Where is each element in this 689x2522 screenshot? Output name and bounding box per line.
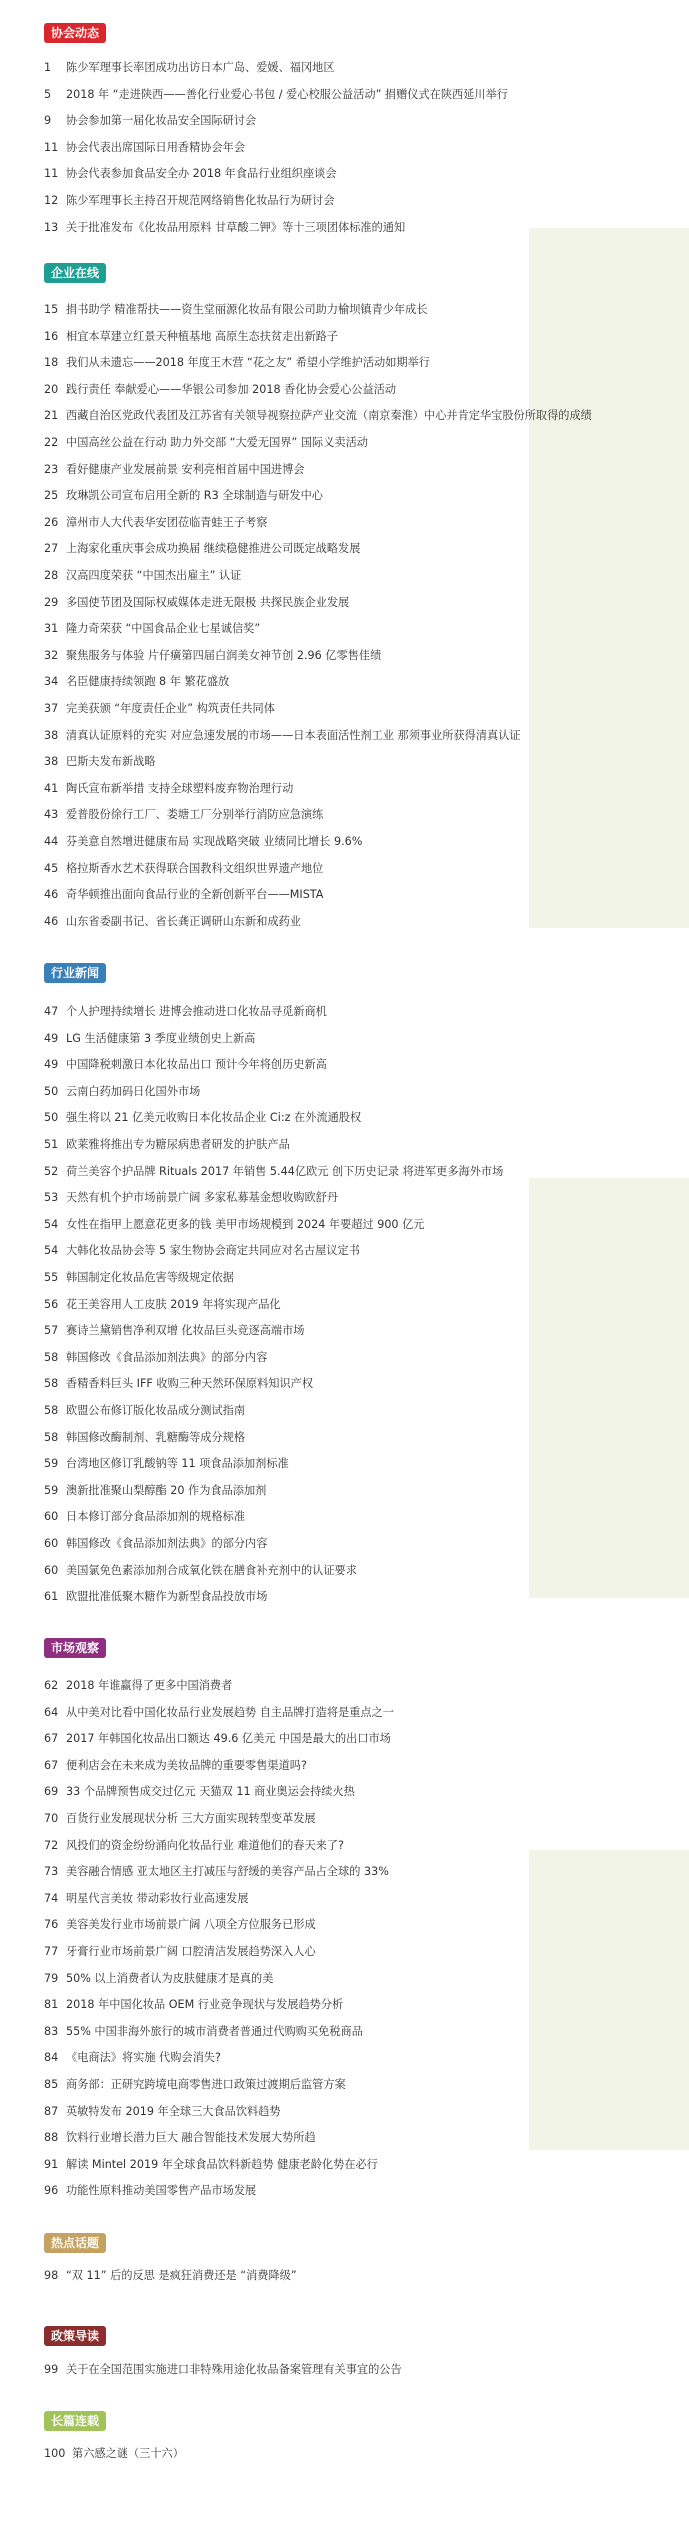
page-number: 50 bbox=[44, 1111, 59, 1125]
toc-entry[interactable] bbox=[44, 1215, 665, 1234]
entry-title: 欧盟批准低聚木糖作为新型食品投放市场 bbox=[66, 1590, 268, 1604]
page-number: 60 bbox=[44, 1563, 59, 1577]
toc-entry[interactable] bbox=[44, 406, 665, 425]
entry-title: 台湾地区修订乳酸钠等 11 项食品添加剂标准 bbox=[66, 1457, 289, 1471]
toc-entry[interactable] bbox=[44, 1268, 665, 1287]
page-number: 67 bbox=[44, 1732, 59, 1746]
toc-entry[interactable] bbox=[44, 1241, 665, 1260]
page-number: 37 bbox=[44, 702, 59, 715]
page-number: 25 bbox=[44, 489, 59, 503]
page-number: 88 bbox=[44, 2131, 59, 2145]
entry-title: 饮料行业增长潜力巨大 融合智能技术发展大势所趋 bbox=[66, 2131, 316, 2145]
entry-title: 解读 Mintel 2019 年全球食品饮料新趋势 健康老龄化势在必行 bbox=[66, 2157, 378, 2171]
toc-entry[interactable] bbox=[44, 1809, 665, 1828]
entry-title: 陶氏宣布新举措 支持全球塑料废弃物治理行动 bbox=[66, 781, 294, 795]
entry-title: 荷兰美容个护品牌 Rituals 2017 年销售 5.44亿欧元 创下历史记录 将进军更多海外市场 bbox=[66, 1164, 504, 1178]
toc-entry[interactable] bbox=[44, 1782, 665, 1801]
entry-title: 格拉斯香水艺术获得联合国教科文组织世界遗产地位 bbox=[66, 861, 324, 875]
toc-entry[interactable] bbox=[44, 752, 665, 771]
entry-title: 奇华顿推出面向食品行业的全新创新平台——MISTA bbox=[66, 888, 324, 902]
page-number: 28 bbox=[44, 569, 59, 582]
entry-title: 澳新批准聚山梨醇酯 20 作为食品添加剂 bbox=[66, 1483, 267, 1497]
toc-entry[interactable] bbox=[44, 2360, 665, 2379]
page-number: 60 bbox=[44, 1537, 59, 1550]
page-number: 1 bbox=[44, 61, 52, 74]
section-label: 政策导读 bbox=[44, 2326, 106, 2346]
toc-section bbox=[44, 2325, 665, 2387]
page-number: 9 bbox=[44, 114, 52, 128]
page-number: 84 bbox=[44, 2051, 59, 2065]
page-number: 85 bbox=[44, 2078, 59, 2091]
toc-entry[interactable] bbox=[44, 1995, 665, 2014]
entry-title: 美容美发行业市场前景广阔 八项全方位服务已形成 bbox=[66, 1918, 316, 1932]
toc-entry[interactable] bbox=[44, 1055, 665, 1074]
toc-entry[interactable] bbox=[44, 1428, 665, 1447]
entry-title: 中国高丝公益在行动 助力外交部 “大爱无国界” 国际义卖活动 bbox=[66, 436, 368, 449]
section-label: 协会动态 bbox=[44, 23, 106, 43]
entry-title: 明星代言美妆 带动彩妆行业高速发展 bbox=[66, 1891, 249, 1905]
toc-entry[interactable] bbox=[44, 1729, 665, 1748]
page-number: 38 bbox=[44, 755, 59, 769]
page-number: 91 bbox=[44, 2157, 59, 2171]
page-number: 58 bbox=[44, 1430, 59, 1444]
entry-title: 上海家化重庆事会成功换届 继续稳健推进公司既定战略发展 bbox=[66, 542, 361, 556]
toc-entry[interactable] bbox=[44, 191, 665, 210]
toc-entry[interactable] bbox=[44, 1135, 665, 1154]
page-number: 13 bbox=[44, 220, 59, 234]
entry-title: 协会参加第一届化妆品安全国际研讨会 bbox=[66, 114, 257, 128]
page-number: 62 bbox=[44, 1679, 59, 1692]
entry-title: 看好健康产业发展前景 安利亮相首届中国进博会 bbox=[66, 462, 305, 476]
toc-entry[interactable] bbox=[44, 1969, 665, 1988]
entry-title: 功能性原料推动美国零售产品市场发展 bbox=[66, 2184, 257, 2198]
toc-entry[interactable] bbox=[44, 2181, 665, 2200]
page-number: 55 bbox=[44, 1271, 59, 1284]
toc-section bbox=[44, 962, 665, 1614]
page-number: 54 bbox=[44, 1244, 59, 1258]
page-number: 49 bbox=[44, 1031, 59, 1045]
toc-entry[interactable] bbox=[44, 2266, 665, 2285]
entry-title: 牙膏行业市场前景广阔 口腔清洁发展趋势深入人心 bbox=[66, 1945, 316, 1958]
entry-title: 欧盟公布修订版化妆品成分测试指南 bbox=[66, 1404, 246, 1417]
page-number: 45 bbox=[44, 861, 59, 875]
toc-entry[interactable] bbox=[44, 138, 665, 157]
page-number: 61 bbox=[44, 1590, 59, 1604]
entry-title: 韩国修改《食品添加剂法典》的部分内容 bbox=[66, 1537, 268, 1550]
toc-entry[interactable] bbox=[44, 1348, 665, 1367]
page-number: 70 bbox=[44, 1812, 59, 1825]
toc-entry[interactable] bbox=[44, 1942, 665, 1961]
page-number: 64 bbox=[44, 1705, 59, 1719]
entry-title: 33 个品牌预售成交过亿元 天猫双 11 商业奥运会持续火热 bbox=[66, 1785, 355, 1799]
page-number: 74 bbox=[44, 1891, 59, 1905]
page-number: 21 bbox=[44, 409, 59, 423]
entry-title: 2018 年谁赢得了更多中国消费者 bbox=[66, 1679, 233, 1692]
page-number: 31 bbox=[44, 622, 59, 636]
toc-entry[interactable] bbox=[44, 300, 665, 319]
page-number: 11 bbox=[44, 167, 59, 181]
toc-entry[interactable] bbox=[44, 912, 665, 931]
toc-section bbox=[44, 2410, 665, 2471]
page-number: 53 bbox=[44, 1191, 59, 1205]
toc-entry[interactable] bbox=[44, 85, 665, 104]
toc-entry[interactable] bbox=[44, 1587, 665, 1606]
entry-title: 韩国制定化妆品危害等级规定依据 bbox=[66, 1271, 234, 1284]
toc-entry[interactable] bbox=[44, 1162, 665, 1181]
page-number: 69 bbox=[44, 1785, 59, 1799]
toc-entry[interactable] bbox=[44, 2102, 665, 2121]
toc-entry[interactable] bbox=[44, 1836, 665, 1855]
entry-title: 从中美对比看中国化妆品行业发展趋势 自主品牌打造将是重点之一 bbox=[66, 1705, 394, 1719]
page-number: 23 bbox=[44, 462, 59, 476]
entry-title: 多国使节团及国际权威媒体走进无限极 共探民族企业发展 bbox=[66, 595, 350, 609]
toc-entry[interactable] bbox=[44, 58, 665, 77]
page-number: 34 bbox=[44, 675, 59, 689]
entry-title: 《电商法》将实施 代购会消失? bbox=[66, 2051, 221, 2065]
toc-entry[interactable] bbox=[44, 513, 665, 532]
toc-entry[interactable] bbox=[44, 1401, 665, 1420]
toc-entry[interactable] bbox=[44, 1756, 665, 1775]
toc-section bbox=[44, 2232, 665, 2293]
entry-title: 巴斯夫发布新战略 bbox=[66, 755, 156, 769]
entry-title: 山东省委副书记、省长龚正调研山东新和成药业 bbox=[66, 914, 301, 928]
page-number: 50 bbox=[44, 1084, 59, 1098]
toc-entry[interactable] bbox=[44, 1002, 665, 1021]
toc-entry[interactable] bbox=[44, 566, 665, 585]
page-number: 44 bbox=[44, 835, 59, 848]
entry-title: 2018 年中国化妆品 OEM 行业竞争现状与发展趋势分析 bbox=[66, 1998, 344, 2012]
section-label: 长篇连载 bbox=[44, 2411, 106, 2431]
entry-title: 中国降税刺激日本化妆品出口 预计今年将创历史新高 bbox=[66, 1058, 327, 1072]
entry-title: 陈少军理事长主持召开规范网络销售化妆品行为研讨会 bbox=[66, 194, 335, 207]
page-number: 27 bbox=[44, 542, 59, 556]
page-number: 12 bbox=[44, 194, 59, 207]
entry-title: 商务部：正研究跨境电商零售进口政策过渡期后监管方案 bbox=[66, 2078, 346, 2091]
entry-title: 玫琳凯公司宣布启用全新的 R3 全球制造与研发中心 bbox=[66, 489, 323, 503]
entry-title: LG 生活健康第 3 季度业绩创史上新高 bbox=[66, 1031, 256, 1045]
entry-title: 花王美容用人工皮肤 2019 年将实现产品化 bbox=[66, 1297, 281, 1311]
entry-title: 日本修订部分食品添加剂的规格标准 bbox=[66, 1510, 246, 1524]
toc-entry[interactable] bbox=[44, 1561, 665, 1580]
entry-title: 漳州市人大代表华安团莅临青蛙王子考察 bbox=[66, 515, 268, 529]
page-number: 11 bbox=[44, 140, 59, 154]
entry-title: 欧莱雅将推出专为糖尿病患者研发的护肤产品 bbox=[66, 1138, 290, 1151]
entry-title: 百货行业发展现状分析 三大方面实现转型变革发展 bbox=[66, 1812, 316, 1825]
entry-title: 爱普股份徐行工厂、娄塘工厂分别举行消防应急演练 bbox=[66, 808, 324, 822]
section-label: 企业在线 bbox=[44, 263, 106, 283]
entry-title: 2018 年 “走进陕西——善化行业爱心书包 / 爱心校服公益活动” 捐赠仪式在陕西延川举行 bbox=[66, 87, 508, 101]
entry-title: 天然有机个护市场前景广阔 多家私募基金想收购欧舒丹 bbox=[66, 1191, 339, 1205]
page-number: 29 bbox=[44, 595, 59, 609]
toc-entry[interactable] bbox=[44, 111, 665, 130]
toc-entry[interactable] bbox=[44, 1915, 665, 1934]
entry-title: 完美获颁 “年度责任企业” 构筑责任共同体 bbox=[66, 702, 275, 715]
page-number: 56 bbox=[44, 1297, 59, 1311]
page-number: 59 bbox=[44, 1457, 59, 1471]
page-number: 22 bbox=[44, 436, 59, 449]
entry-title: 关于在全国范围实施进口非特殊用途化妆品备案管理有关事宜的公告 bbox=[66, 2363, 402, 2376]
page-number: 32 bbox=[44, 648, 59, 662]
page-number: 72 bbox=[44, 1838, 59, 1852]
toc-entry[interactable] bbox=[44, 460, 665, 479]
toc-entry[interactable] bbox=[44, 1676, 665, 1695]
page-number: 83 bbox=[44, 2024, 59, 2038]
page-number: 43 bbox=[44, 808, 59, 822]
page-number: 87 bbox=[44, 2104, 59, 2118]
page-number: 26 bbox=[44, 515, 59, 529]
page-number: 18 bbox=[44, 356, 59, 370]
entry-title: 践行责任 奉献爱心——华银公司参加 2018 香化协会爱心公益活动 bbox=[66, 382, 397, 396]
entry-title: 西藏自治区党政代表团及江苏省有关领导视察拉萨产业交流（南京秦淮）中心并肯定华宝股份所取得的成绩 bbox=[66, 409, 592, 423]
toc-entry[interactable] bbox=[44, 1321, 665, 1340]
page-number: 57 bbox=[44, 1324, 59, 1338]
entry-title: 聚焦服务与体验 片仔癀第四届白润美女神节创 2.96 亿零售佳绩 bbox=[66, 648, 382, 662]
toc-entry[interactable] bbox=[44, 2444, 665, 2463]
toc-entry[interactable] bbox=[44, 646, 665, 665]
toc-entry[interactable] bbox=[44, 1889, 665, 1908]
entry-title: 个人护理持续增长 进博会推动进口化妆品寻觅新商机 bbox=[66, 1005, 327, 1018]
entry-title: 云南白药加码日化国外市场 bbox=[66, 1084, 201, 1098]
toc-entry[interactable] bbox=[44, 1295, 665, 1314]
toc-entry[interactable] bbox=[44, 1108, 665, 1127]
toc-entry[interactable] bbox=[44, 433, 665, 452]
toc-entry[interactable] bbox=[44, 1703, 665, 1722]
entry-title: 美国氯免色素添加剂合成氧化铁在膳食补充剂中的认证要求 bbox=[66, 1563, 357, 1577]
entry-title: 芬美意自然增进健康布局 实现战略突破 业绩同比增长 9.6% bbox=[66, 835, 363, 848]
toc-entry[interactable] bbox=[44, 218, 665, 237]
toc-entry[interactable] bbox=[44, 1082, 665, 1101]
entry-title: 女性在指甲上愿意花更多的钱 美甲市场规模到 2024 年要超过 900 亿元 bbox=[66, 1217, 425, 1231]
entry-title: 50% 以上消费者认为皮肤健康才是真的美 bbox=[66, 1971, 274, 1985]
toc-entry[interactable] bbox=[44, 779, 665, 798]
page-number: 49 bbox=[44, 1058, 59, 1072]
toc-entry[interactable] bbox=[44, 1481, 665, 1500]
toc-section bbox=[44, 262, 665, 938]
entry-title: 陈少军理事长率团成功出访日本广岛、爱媛、福冈地区 bbox=[66, 61, 335, 74]
toc-entry[interactable] bbox=[44, 2155, 665, 2174]
toc-entry[interactable] bbox=[44, 805, 665, 824]
page-number: 81 bbox=[44, 1998, 59, 2012]
entry-title: 协会代表参加食品安全办 2018 年食品行业组织座谈会 bbox=[66, 167, 337, 181]
page-number: 60 bbox=[44, 1510, 59, 1524]
page-number: 77 bbox=[44, 1945, 59, 1958]
toc-entry[interactable] bbox=[44, 1507, 665, 1526]
page-number: 47 bbox=[44, 1005, 59, 1018]
entry-title: 我们从未遗忘——2018 年度王木营 “花之友” 希望小学维护活动如期举行 bbox=[66, 356, 430, 370]
toc-entry[interactable] bbox=[44, 2048, 665, 2067]
entry-title: 韩国修改《食品添加剂法典》的部分内容 bbox=[66, 1350, 268, 1364]
page-number: 73 bbox=[44, 1865, 59, 1879]
toc-entry[interactable] bbox=[44, 2075, 665, 2094]
entry-title: 风投们的资金纷纷涌向化妆品行业 难道他们的春天来了? bbox=[66, 1838, 344, 1852]
page-number: 58 bbox=[44, 1377, 59, 1391]
toc-entry[interactable] bbox=[44, 699, 665, 718]
entry-title: 大韩化妆品协会等 5 家生物协会商定共同应对名古屋议定书 bbox=[66, 1244, 360, 1258]
page-number: 52 bbox=[44, 1164, 59, 1178]
toc-entry[interactable] bbox=[44, 1534, 665, 1553]
page-number: 54 bbox=[44, 1217, 59, 1231]
toc-entry[interactable] bbox=[44, 2022, 665, 2041]
page-number: 5 bbox=[44, 87, 52, 101]
toc-section bbox=[44, 22, 665, 244]
toc-entry[interactable] bbox=[44, 1862, 665, 1881]
entry-title: 隆力奇荣获 “中国食品企业七星诚信奖” bbox=[66, 622, 261, 636]
entry-title: 强生将以 21 亿美元收购日本化妆品企业 Ci:z 在外流通股权 bbox=[66, 1111, 362, 1125]
page-number: 59 bbox=[44, 1483, 59, 1497]
toc-entry[interactable] bbox=[44, 1029, 665, 1048]
entry-title: 2017 年韩国化妆品出口额达 49.6 亿美元 中国是最大的出口市场 bbox=[66, 1732, 391, 1746]
page-number: 100 bbox=[44, 2447, 66, 2460]
entry-title: 名臣健康持续领跑 8 年 繁花盛放 bbox=[66, 675, 230, 689]
page-number: 76 bbox=[44, 1918, 59, 1932]
toc-entry[interactable] bbox=[44, 486, 665, 505]
entry-title: 第六感之谜（三十六） bbox=[72, 2447, 184, 2460]
page-number: 67 bbox=[44, 1758, 59, 1772]
page-number: 99 bbox=[44, 2363, 59, 2376]
toc-entry[interactable] bbox=[44, 2128, 665, 2147]
entry-title: 清真认证原料的充实 对应急速发展的市场——日本表面活性剂工业 那须事业所获得清真认证 bbox=[66, 728, 521, 742]
entry-title: 捐书助学 精准帮扶——资生堂丽源化妆品有限公司助力榆坝镇青少年成长 bbox=[66, 303, 428, 316]
section-label: 市场观察 bbox=[44, 1638, 106, 1658]
entry-title: 韩国修改酶制剂、乳糖酶等成分规格 bbox=[66, 1430, 246, 1444]
entry-title: 相宜本草建立红景天种植基地 高原生态扶贫走出新路子 bbox=[66, 329, 339, 343]
toc-entry[interactable] bbox=[44, 832, 665, 851]
toc-entry[interactable] bbox=[44, 619, 665, 638]
toc-entry[interactable] bbox=[44, 593, 665, 612]
page-number: 46 bbox=[44, 914, 59, 928]
toc-entry[interactable] bbox=[44, 859, 665, 878]
entry-title: 美容融合情感 亚太地区主打减压与舒缓的美容产品占全球的 33% bbox=[66, 1865, 389, 1879]
toc-entry[interactable] bbox=[44, 885, 665, 904]
page-number: 96 bbox=[44, 2184, 59, 2198]
toc-entry[interactable] bbox=[44, 380, 665, 399]
entry-title: 便利店会在未来成为美妆品牌的重要零售渠道吗? bbox=[66, 1758, 307, 1772]
toc-entry[interactable] bbox=[44, 1454, 665, 1473]
page-number: 46 bbox=[44, 888, 59, 902]
page-number: 58 bbox=[44, 1350, 59, 1364]
entry-title: 协会代表出席国际日用香精协会年会 bbox=[66, 140, 246, 154]
page-number: 16 bbox=[44, 329, 59, 343]
entry-title: 赛诗兰黛销售净利双增 化妆品巨头竞逐高端市场 bbox=[66, 1324, 305, 1338]
page-number: 51 bbox=[44, 1138, 59, 1151]
entry-title: 55% 中国非海外旅行的城市消费者普通过代购购买免税商品 bbox=[66, 2024, 363, 2038]
entry-title: 英敏特发布 2019 年全球三大食品饮料趋势 bbox=[66, 2104, 281, 2118]
page-number: 20 bbox=[44, 382, 59, 396]
page-number: 98 bbox=[44, 2269, 59, 2282]
toc-entry[interactable] bbox=[44, 672, 665, 691]
page-number: 41 bbox=[44, 781, 59, 795]
toc-entry[interactable] bbox=[44, 164, 665, 183]
entry-title: “双 11” 后的反思 是疯狂消费还是 “消费降级” bbox=[66, 2269, 297, 2282]
toc-entry[interactable] bbox=[44, 1188, 665, 1207]
page-number: 38 bbox=[44, 728, 59, 742]
entry-title: 汉高四度荣获 “中国杰出雇主” 认证 bbox=[66, 569, 242, 582]
toc-section bbox=[44, 1637, 665, 2208]
toc-entry[interactable] bbox=[44, 539, 665, 558]
section-label: 行业新闻 bbox=[44, 963, 106, 983]
toc-entry[interactable] bbox=[44, 726, 665, 745]
toc-entry[interactable] bbox=[44, 1374, 665, 1393]
page-number: 79 bbox=[44, 1971, 59, 1985]
entry-title: 关于批准发布《化妆品用原料 甘草酸二钾》等十三项团体标准的通知 bbox=[66, 220, 406, 234]
section-label: 热点话题 bbox=[44, 2233, 106, 2253]
page-number: 58 bbox=[44, 1404, 59, 1417]
toc-entry[interactable] bbox=[44, 327, 665, 346]
page-number: 15 bbox=[44, 303, 59, 316]
entry-title: 香精香料巨头 IFF 收购三种天然环保原料知识产权 bbox=[66, 1377, 314, 1391]
toc-entry[interactable] bbox=[44, 353, 665, 372]
